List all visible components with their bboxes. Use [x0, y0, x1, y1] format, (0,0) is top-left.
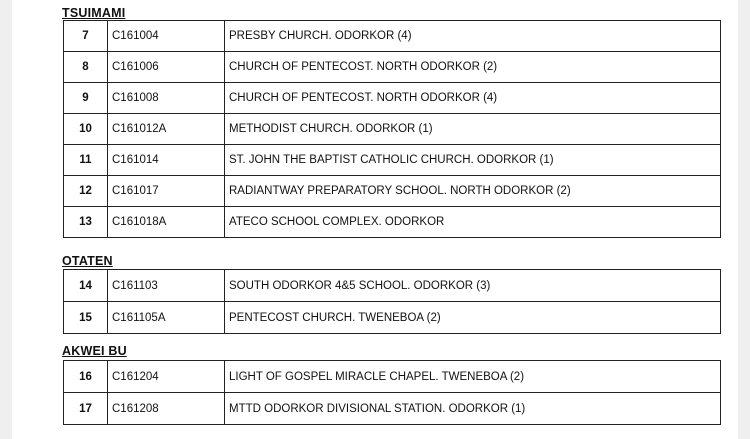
station-code: C161012A	[108, 114, 225, 145]
station-name: CHURCH OF PENTECOST. NORTH ODORKOR (2)	[225, 52, 721, 83]
station-code: C161008	[108, 83, 225, 114]
station-code: C161017	[108, 176, 225, 207]
station-name: PRESBY CHURCH. ODORKOR (4)	[225, 21, 721, 52]
table-row	[64, 52, 721, 83]
document-page	[12, 0, 738, 439]
row-number: 9	[64, 83, 108, 114]
station-code: C161004	[108, 21, 225, 52]
row-number: 11	[64, 145, 108, 176]
station-name: SOUTH ODORKOR 4&5 SCHOOL. ODORKOR (3)	[225, 270, 721, 302]
section-title-akwei-bu: AKWEI BU	[62, 344, 127, 358]
table-row	[64, 83, 721, 114]
station-code: C161018A	[108, 207, 225, 238]
station-code: C161014	[108, 145, 225, 176]
table-row	[64, 302, 721, 334]
table-otaten	[63, 269, 721, 334]
table-row	[64, 145, 721, 176]
table-row	[64, 270, 721, 302]
section-title-otaten: OTATEN	[62, 254, 113, 268]
row-number: 8	[64, 52, 108, 83]
station-code: C161208	[108, 393, 225, 425]
table-akwei-bu	[63, 360, 721, 425]
table-row	[64, 176, 721, 207]
row-number: 17	[64, 393, 108, 425]
station-name: LIGHT OF GOSPEL MIRACLE CHAPEL. TWENEBOA (2)	[225, 361, 721, 393]
table-row	[64, 361, 721, 393]
station-name: RADIANTWAY PREPARATORY SCHOOL. NORTH ODORKOR (2)	[225, 176, 721, 207]
station-name: PENTECOST CHURCH. TWENEBOA (2)	[225, 302, 721, 334]
station-code: C161105A	[108, 302, 225, 334]
row-number: 10	[64, 114, 108, 145]
table-row	[64, 393, 721, 425]
section-title-tsuimami: TSUIMAMI	[62, 6, 126, 20]
table-row	[64, 207, 721, 238]
table-row	[64, 114, 721, 145]
row-number: 13	[64, 207, 108, 238]
station-code: C161103	[108, 270, 225, 302]
row-number: 16	[64, 361, 108, 393]
station-code: C161204	[108, 361, 225, 393]
station-name: ATECO SCHOOL COMPLEX. ODORKOR	[225, 207, 721, 238]
row-number: 15	[64, 302, 108, 334]
station-name: MTTD ODORKOR DIVISIONAL STATION. ODORKOR (1)	[225, 393, 721, 425]
station-name: ST. JOHN THE BAPTIST CATHOLIC CHURCH. ODORKOR (1)	[225, 145, 721, 176]
row-number: 12	[64, 176, 108, 207]
station-name: METHODIST CHURCH. ODORKOR (1)	[225, 114, 721, 145]
station-code: C161006	[108, 52, 225, 83]
table-row	[64, 21, 721, 52]
row-number: 7	[64, 21, 108, 52]
station-name: CHURCH OF PENTECOST. NORTH ODORKOR (4)	[225, 83, 721, 114]
table-tsuimami	[63, 20, 721, 238]
row-number: 14	[64, 270, 108, 302]
